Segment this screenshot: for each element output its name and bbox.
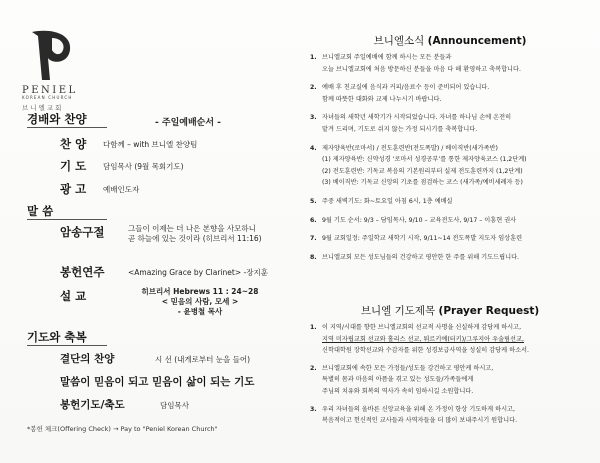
recitation-line-1: 그들이 이제는 더 나은 본향을 사모하니 [128, 224, 256, 233]
prayer-request-list [310, 322, 592, 427]
list-item: 6. 9월 기도 순서: 9/3 – 담임목사, 9/10 – 교육전도사, 9/17 – 이흥현 권사 [310, 216, 517, 224]
row-value-offering-performance: <Amazing Grace by Clarinet> -장지훈 [128, 268, 268, 277]
church-name-korean: 브니엘교회 [22, 104, 64, 112]
list-item: 2. 예배 후 친교실에 음식과 커피/음료수 등이 준비되어 있습니다. 함께 따뜻한 대화와 교제 나누시기 바랍니다. [310, 84, 490, 103]
row-value-praise: 다함께 – with 브니엘 찬양팀 [103, 140, 198, 149]
sermon-details [140, 287, 260, 317]
list-item: 8. 브니엘교회 모든 성도님들의 건강하고 평안한 한 주를 위해 기도드립니다. [310, 253, 520, 261]
row-label-announcement: 광 고 [60, 182, 87, 196]
list-item: 1. 이 지역/시대를 향한 브니엘교회의 선교적 사명을 신실하게 감당케 하시고, 지역 미자립교회 선교와 홀리스 선교, 튀르키예(터키)/그루지아 우술림선교, 신학대학원 장학선교와 수감자를 위한 성경보급사역을 성실히 감당케 하소서. [310, 324, 530, 355]
prayer-blessing-heading-rule [27, 345, 107, 346]
announcement-list [310, 52, 592, 263]
announcements-column [300, 0, 600, 463]
service-order-title: - 주일예배순서 - [155, 118, 221, 128]
row-label-offering-benediction: 봉헌기도/축도 [60, 399, 125, 411]
list-item: 7. 9월 교회일정: 주일학교 새학기 시작, 9/11~14 전도폭발 지도자 임상훈련 [310, 235, 523, 243]
announcements-heading [300, 33, 600, 48]
prayer-blessing-heading: 기도와 축복 [27, 330, 87, 344]
row-label-praise: 찬 양 [60, 137, 87, 151]
worship-heading: 경배와 찬양 [27, 112, 87, 126]
list-item: 4. 제자양육반(로마서) / 전도훈련반(전도폭발) / 베이직반(새가족반) (1) 제자양육반: 신약성경 ‘로마서 성경공부’를 통한 제자양육코스 (1,2단계) (2) 전도훈련반: 기독교 복음의 기본원리부터 실제 전도훈련까지 (1,2단계) (3) 베이직반: 기독교 신앙의 기초를 점검하는 코스 (새가족/예비세례자 등) [310, 144, 527, 187]
prayer-request-heading-en: (Prayer Request) [438, 305, 540, 317]
worship-heading-rule [27, 127, 107, 128]
row-value-commitment-song: 시 선 (내게로부터 눈을 들어) [155, 355, 251, 364]
word-heading: 말 씀 [27, 204, 54, 218]
row-label-sermon: 설 교 [60, 289, 87, 303]
announcements-heading-en: (Announcement) [427, 35, 527, 47]
list-item: 3. 자녀들의 새학년 새학기가 시작되었습니다. 자녀를 하나님 손에 온전히 맡겨 드리며, 기도로 쉬지 않는 가정 되시기를 축복합니다. [310, 114, 512, 133]
row-label-prayer: 기 도 [60, 159, 87, 173]
peniel-logo-icon [22, 24, 102, 84]
recitation-verse [128, 224, 262, 244]
row-label-word-faith-prayer: 말씀이 믿음이 되고 믿음이 삶이 되는 기도 [60, 376, 255, 388]
church-name: PENIEL [22, 85, 78, 96]
word-heading-rule [27, 219, 107, 220]
prayer-request-heading-kr: 브니엘 기도제목 [360, 305, 436, 317]
recitation-line-2: 곧 하늘에 있는 것이라 (히브리서 11:16) [128, 234, 262, 243]
sermon-preacher: - 윤병철 목사 [177, 307, 223, 316]
row-label-commitment-song: 결단의 찬양 [60, 353, 115, 365]
list-item: 2. 브니엘교회에 속한 모든 가정들/성도들 강건하고 평안케 하시고, 특별히 몸과 마음의 아픔을 겪고 있는 성도들/가족들에게 주님의 치유와 회복의 역사가 속히 임하시길 소원합니다. [310, 364, 494, 395]
sermon-title: < 믿음의 사람, 모세 > [161, 297, 239, 306]
row-value-prayer: 담임목사 (9월 목회기도) [103, 162, 184, 171]
list-item: 5. 주중 새벽기도: 화~토요일 아침 6시, 1층 예배실 [310, 197, 453, 205]
list-item: 1. 브니엘교회 주일예배에 함께 하시는 모든 분들과 오늘 브니엘교회에 처음 방문하신 분들을 마음 다 해 환영하고 축복합니다. [310, 54, 521, 73]
list-item: 3. 우리 자녀들의 올바른 신앙교육을 위해 온 가정이 항상 기도하게 하시고, 복음적이고 헌신적인 교사들과 사역자들을 더 많이 보내주시기 원합니다. [310, 405, 518, 425]
church-subtitle: KOREAN CHURCH [22, 95, 73, 100]
prayer-request-heading [300, 303, 600, 318]
announcements-heading-kr: 브니엘소식 [373, 35, 425, 47]
sermon-scripture: 히브리서 Hebrews 11 : 24~28 [141, 287, 259, 296]
offering-check-note: *봉헌 체크(Offering Check) → Pay to "Peniel Korean Church" [27, 425, 218, 433]
row-label-recitation: 암송구절 [60, 225, 105, 239]
row-value-offering-benediction: 담임목사 [160, 401, 189, 410]
row-label-offering-performance: 봉헌연주 [60, 265, 105, 279]
row-value-announcement: 예배인도자 [103, 185, 140, 194]
